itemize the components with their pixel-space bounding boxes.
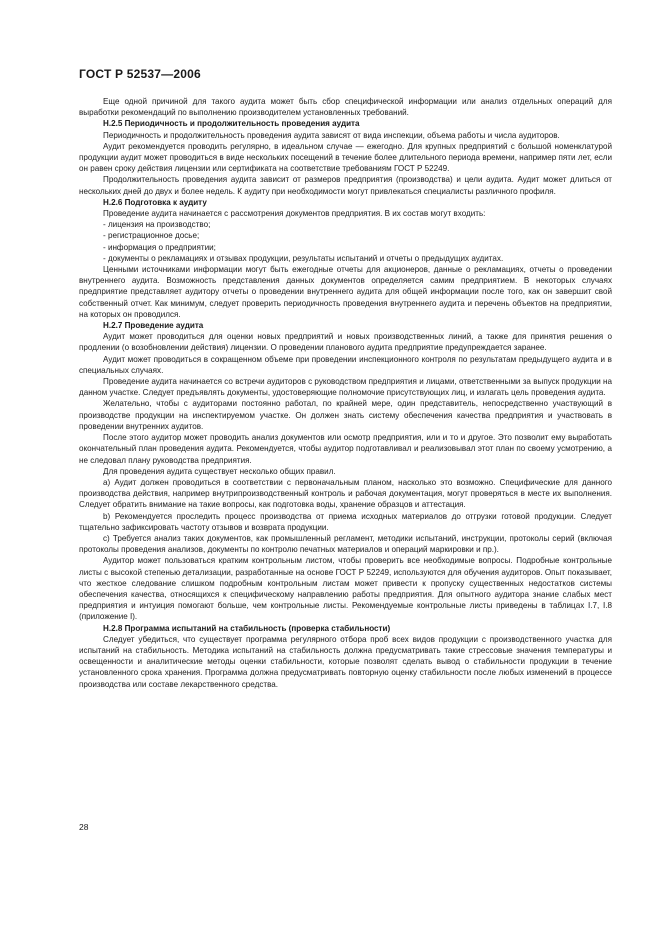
paragraph: Желательно, чтобы с аудиторами постоянно работал, по крайней мере, один представитель, непосредственно участвующий в производстве продукции на инспектируемом участке. Он должен знать систему обеспечения качества предприятия и участвовать в проведении внутренних аудитов.	[79, 399, 612, 431]
paragraph: Следует убедиться, что существует программа регулярного отбора проб всех видов продукции с производственного участка для испытаний на стабильность. Методика испытаний на стабильность должна предусматривать такие стрессовые значения температуры и освещенности и аналитические методы оценки стабильности, которые позволят сделать вывод о стабильности продукции в течение установленного срока хранения. Программа должна предусматривать повторную оценку стабильности после любых изменений в процессе производства или составе лекарственного средства.	[79, 634, 612, 689]
list-item: - информация о предприятии;	[103, 242, 216, 252]
paragraph: Продолжительность проведения аудита зависит от размеров предприятия (производства) и цели аудита. Аудит может длиться от нескольких дней до двух и более недель. К аудиту при необходимости могут привлекаться специалисты различного профиля.	[79, 175, 612, 196]
paragraph: Аудитор может пользоваться кратким контрольным листом, чтобы проверить все необходимые вопросы. Подробные контрольные листы с высокой степенью детализации, разработанные на основе ГОСТ Р 52249, используются для обучения аудиторов. Опыт показывает, что жесткое следование слишком подробным контрольным листам может привести к пропуску существенных недостатков системы обеспечения качества, относящихся к специфическому направлению работы предприятия. Для опытного аудитора знание слабых мест предприятия и интуиция помогают больше, чем контрольные листы. Рекомендуемые контрольные листы приведены в таблицах I.7, I.8 (приложение I).	[79, 556, 612, 622]
paragraph: Ценными источниками информации могут быть ежегодные отчеты для акционеров, данные о рекламациях, отчеты о проведении внутреннего аудита. Возможность представления данных документов определяется самим предприятием. В некоторых случаях предприятие представляет аудитору отчеты о проведении внутреннего аудита для общей информации после того, как он завершит свой собственный отчет. Как минимум, следует проверить периодичность проведения внутреннего аудита и перечень объектов на предприятии, на которых он проводился.	[79, 265, 612, 319]
paragraph: Аудит рекомендуется проводить регулярно, в идеальном случае — ежегодно. Для крупных предприятий с большой номенклатурой продукции аудит может проводиться в виде нескольких посещений в течение более длительного периода времени, например пяти лет, если он равен сроку действия лицензии или сертификата на соответствие требованиям ГОСТ Р 52249.	[79, 141, 612, 174]
list-item: - лицензия на производство;	[103, 220, 211, 230]
paragraph: Аудит может проводиться в сокращенном объеме при проведении инспекционного контроля по результатам предыдущего аудита и в специальных случаях.	[79, 354, 612, 375]
paragraph: Еще одной причиной для такого аудита может быть сбор специфической информации или анализ отдельных операций для выработки рекомендаций по выполнению производителем установленных требований.	[79, 97, 612, 118]
section-heading-h25: Н.2.5 Периодичность и продолжительность проведения аудита	[103, 119, 360, 129]
rule-item-b: b) Рекомендуется проследить процесс производства от приема исходных материалов до отгрузки готовой продукции. Следует тщательно зафиксировать частоту отзывов и возврата продукции.	[79, 511, 612, 532]
paragraph: Аудит может проводиться для оценки новых предприятий и новых производственных линий, а также для принятия решения о продлении (о возобновлении действия) лицензии. О проведении планового аудита предприятие предупреждается заранее.	[79, 332, 612, 353]
paragraph: Периодичность и продолжительность проведения аудита зависят от вида инспекции, объема работы и числа аудиторов.	[103, 130, 560, 140]
page-number: 28	[79, 822, 89, 832]
section-heading-h26: Н.2.6 Подготовка к аудиту	[103, 197, 207, 207]
section-heading-h27: Н.2.7 Проведение аудита	[103, 321, 204, 331]
section-heading-h28: Н.2.8 Программа испытаний на стабильность (проверка стабильности)	[103, 623, 391, 633]
rule-item-c: с) Требуется анализ таких документов, как промышленный регламент, методики испытаний, инструкции, протоколы серий (включая протоколы проведения анализов, документы по контролю печатных материалов и операций маркировки и пр.).	[79, 533, 612, 555]
document-header: ГОСТ Р 52537—2006	[79, 67, 201, 81]
paragraph: Для проведения аудита существует несколько общих правил.	[103, 466, 336, 476]
list-item: - регистрационное досье;	[103, 231, 200, 241]
document-body	[79, 96, 612, 690]
paragraph: Проведение аудита начинается с рассмотрения документов предприятия. В их состав могут входить:	[103, 209, 486, 219]
rule-item-a: а) Аудит должен проводиться в соответствии с первоначальным планом, насколько это возможно. Специфические для данного производства действия, например внутрипроизводственный контроль и рабочая документация, могут проверяться в месте их выполнения. Следует обратить внимание на такие вопросы, как подготовка воды, хранение образцов и аттестация.	[79, 477, 612, 510]
list-item: - документы о рекламациях и отзывах продукции, результаты испытаний и отчеты о предыдущих аудитах.	[103, 253, 504, 263]
paragraph: После этого аудитор может проводить анализ документов или осмотр предприятия, или и то и другое. Это позволит ему выработать окончательный план проведения аудита. Рекомендуется, чтобы аудитор подготавливал и реализовывал этот план по своему усмотрению, а не следовал плану руководства предприятия.	[79, 433, 612, 465]
paragraph: Проведение аудита начинается со встречи аудиторов с руководством предприятия и лицами, ответственными за выпуск продукции на данном участке. Следует предъявлять документы, удостоверяющие полномочие присутствующих лиц, и излагать цель проведения аудита.	[79, 377, 612, 398]
